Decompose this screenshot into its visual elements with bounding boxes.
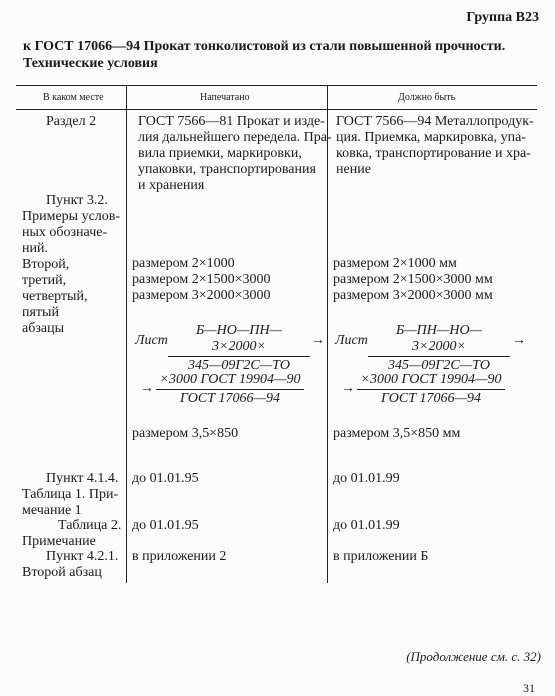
printed-section2-line: ГОСТ 7566—81 Прокат и изде-	[138, 114, 325, 129]
printed-section2-line: и хранения	[138, 178, 205, 193]
correct-date: до 01.01.99	[333, 518, 400, 533]
correct-standard-fraction	[357, 372, 505, 407]
place-point414: Таблица 1. При-	[22, 487, 119, 502]
continuation-note: (Продолжение см. с. 32)	[406, 649, 541, 664]
fraction-denominator: ГОСТ 17066—94	[180, 391, 280, 406]
place-table2: Примечание	[22, 534, 96, 549]
place-point414: мечание 1	[22, 503, 82, 518]
place-point32: третий,	[22, 273, 67, 288]
correct-date: до 01.01.99	[333, 471, 400, 486]
place-point32: Примеры услов-	[22, 209, 121, 224]
fraction-numerator: ×3000 ГОСТ 19904—90	[156, 372, 304, 390]
arrow-icon: →	[341, 381, 355, 396]
place-point414: Пункт 4.1.4.	[46, 471, 119, 486]
printed-size: размером 3×2000×3000	[132, 288, 271, 303]
correct-size: размером 2×1500×3000 мм	[333, 272, 493, 287]
document-title: к ГОСТ 17066—94 Прокат тонколистовой из стали повышенной прочности. Технические условия	[23, 39, 506, 71]
printed-size: размером 2×1500×3000	[132, 272, 271, 287]
col-header-correct: Должно быть	[398, 92, 456, 103]
place-point421: Второй абзац	[22, 565, 102, 580]
printed-designation-fraction	[168, 323, 310, 374]
column-divider-1	[126, 85, 127, 583]
place-point32: абзацы	[22, 321, 64, 336]
fraction-numerator: Б—ПН—НО—3×2000×	[368, 323, 510, 357]
correct-section2-line: ковка, транспортирование и хра-	[336, 146, 531, 161]
printed-standard-fraction	[156, 372, 304, 407]
fraction-denominator: 345—09Г2С—ТО	[387, 358, 491, 373]
place-point32: Пункт 3.2.	[46, 193, 108, 208]
fraction-denominator: ГОСТ 17066—94	[381, 391, 481, 406]
table-header-border	[16, 109, 537, 110]
place-section2: Раздел 2	[46, 114, 97, 129]
printed-size: размером 2×1000	[132, 256, 235, 271]
table-top-border	[16, 85, 537, 86]
place-point32: пятый	[22, 305, 59, 320]
list-label: Лист	[135, 333, 168, 348]
place-point32: ний.	[22, 241, 48, 256]
list-label: Лист	[335, 333, 368, 348]
correct-size: размером 2×1000 мм	[333, 256, 457, 271]
place-table2: Таблица 2.	[58, 518, 122, 533]
correct-section2-line: нение	[336, 162, 371, 177]
fraction-numerator: Б—НО—ПН—3×2000×	[168, 323, 310, 357]
place-point32: ных обозначе-	[22, 225, 108, 240]
correct-section2-line: ГОСТ 7566—94 Металлопродук-	[336, 114, 534, 129]
correct-section2-line: ция. Приемка, маркировка, упа-	[336, 130, 526, 145]
correct-appendix: в приложении Б	[333, 549, 429, 564]
correct-designation-fraction	[368, 323, 510, 374]
place-point32: Второй,	[22, 257, 70, 272]
printed-section2-line: упаковки, транспортирования	[138, 162, 316, 177]
group-label: Группа В23	[466, 10, 539, 25]
fraction-denominator: 345—09Г2С—ТО	[187, 358, 291, 373]
printed-date: до 01.01.95	[132, 471, 199, 486]
arrow-icon: →	[512, 333, 526, 348]
column-divider-2	[327, 85, 328, 583]
correct-size: размером 3×2000×3000 мм	[333, 288, 493, 303]
arrow-icon: →	[140, 381, 154, 396]
printed-appendix: в приложении 2	[132, 549, 227, 564]
printed-section2-line: лия дальнейшего передела. Пра-	[138, 130, 332, 145]
printed-section2-line: вила приемки, маркировки,	[138, 146, 302, 161]
col-header-printed: Напечатано	[200, 92, 250, 103]
arrow-icon: →	[311, 333, 325, 348]
fraction-numerator: ×3000 ГОСТ 19904—90	[357, 372, 505, 390]
page-number: 31	[523, 681, 535, 695]
printed-size: размером 3,5×850	[132, 426, 239, 441]
printed-date: до 01.01.95	[132, 518, 199, 533]
place-point421: Пункт 4.2.1.	[46, 549, 119, 564]
correct-size: размером 3,5×850 мм	[333, 426, 461, 441]
col-header-place: В каком месте	[43, 92, 104, 103]
place-point32: четвертый,	[22, 289, 88, 304]
